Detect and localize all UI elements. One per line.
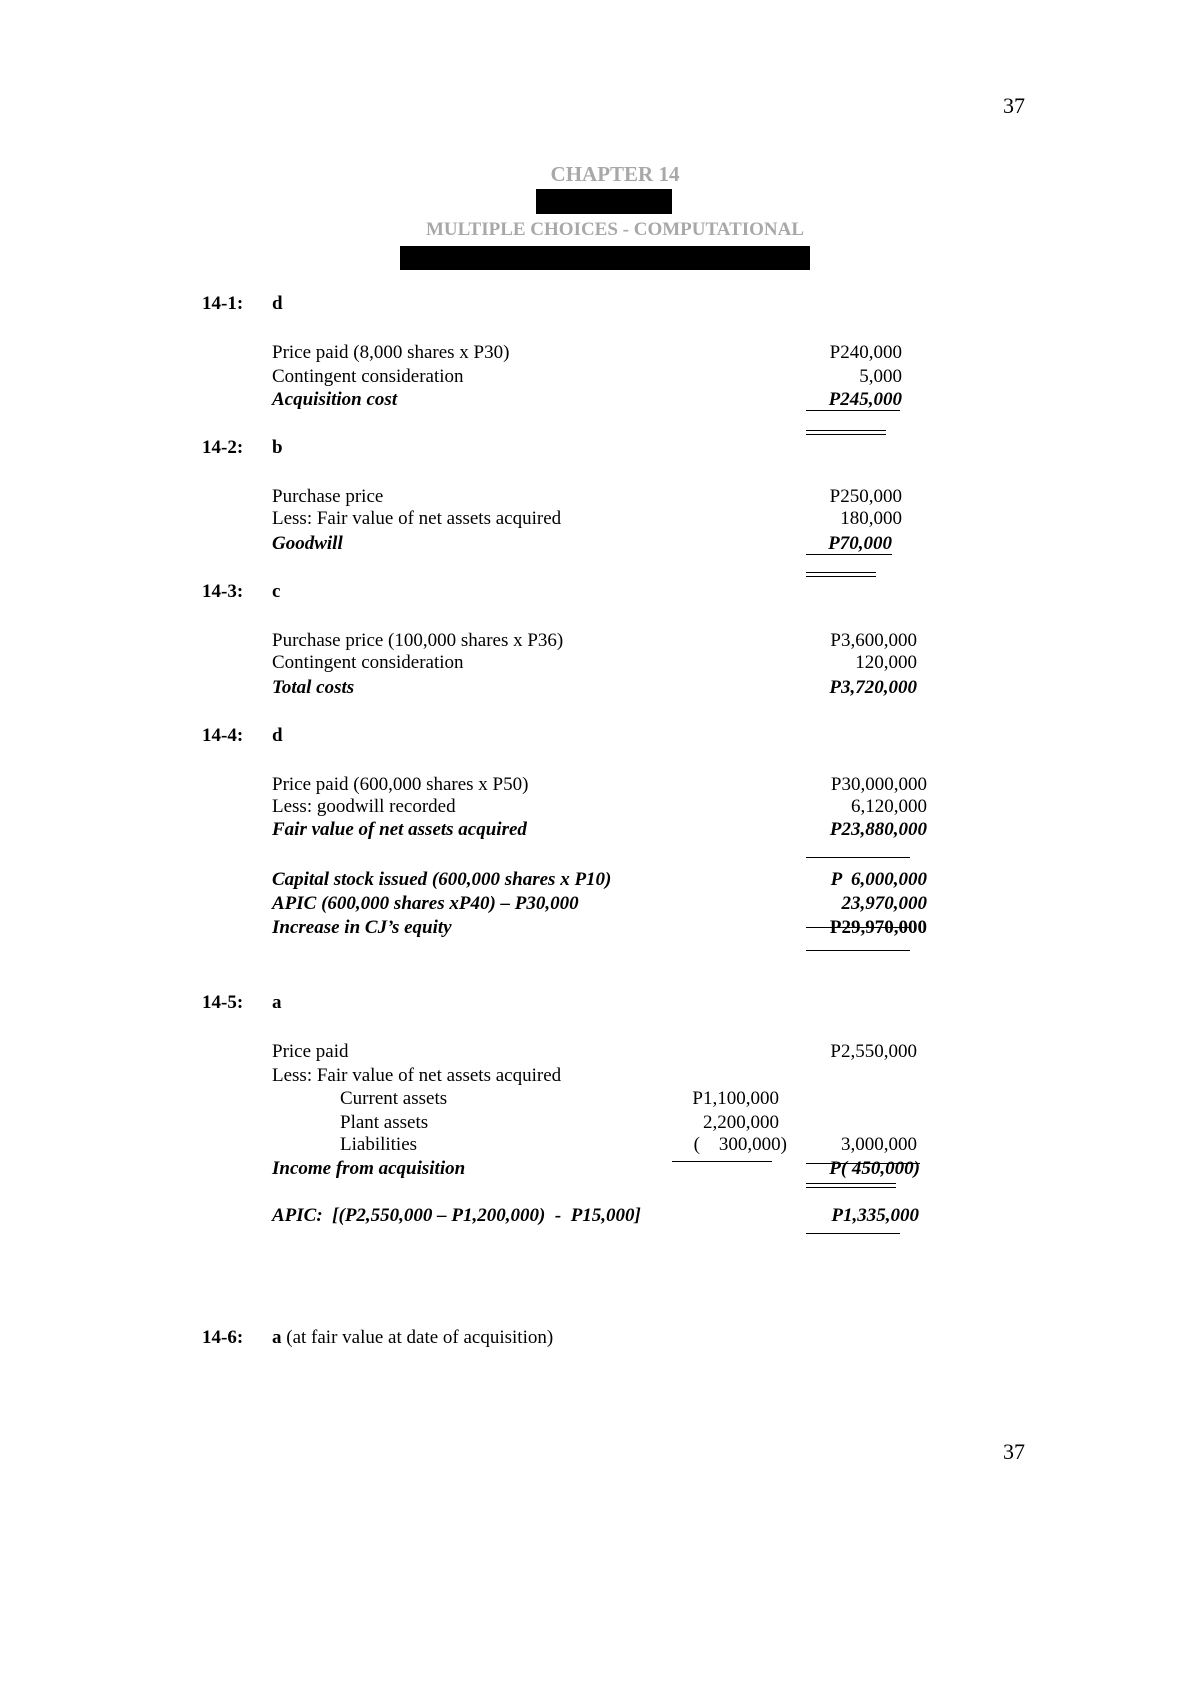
redaction-bar — [536, 189, 672, 214]
answer-letter: d — [272, 725, 283, 746]
row-amount: P30,000,000 — [830, 774, 927, 795]
row-desc: Price paid — [272, 1041, 349, 1062]
row-desc: Price paid (8,000 shares x P30) — [272, 342, 510, 363]
row-amount-total: P245,000 — [828, 389, 902, 410]
row-amount: 120,000 — [855, 652, 917, 673]
row-desc: Plant assets — [340, 1112, 429, 1133]
row-amount-total: P3,720,000 — [829, 677, 917, 698]
question-answer — [272, 581, 280, 603]
row-amount-total: P23,880,000 — [829, 819, 927, 840]
row-amount: P1,335,000 — [831, 1205, 919, 1226]
answer-letter: a — [272, 992, 282, 1013]
question-label: 14-6: — [202, 1327, 244, 1348]
row-desc: Less: goodwill recorded — [272, 796, 456, 817]
row-amount-total: P29,970,000 — [829, 917, 927, 938]
question-answer — [272, 992, 282, 1014]
answer-letter: a — [272, 1327, 282, 1348]
answer-note: (at fair value at date of acquisition) — [286, 1327, 554, 1348]
row-amount-total: P70,000 — [828, 533, 892, 554]
underline — [806, 554, 892, 555]
page-number-bottom: 37 — [1003, 1439, 1025, 1464]
row-amount: 5,000 — [859, 366, 902, 387]
row-amount-total: P( 450,000) — [829, 1158, 920, 1179]
chapter-title: CHAPTER 14 — [550, 162, 680, 186]
row-desc: Purchase price — [272, 486, 384, 507]
row-amount: 3,000,000 — [841, 1134, 917, 1155]
row-desc: Liabilities — [340, 1134, 418, 1155]
row-desc-total: Acquisition cost — [272, 389, 398, 410]
row-desc: Contingent consideration — [272, 652, 464, 673]
answer-letter: b — [272, 437, 283, 458]
row-amount: P 6,000,000 — [830, 869, 927, 890]
row-amount: P240,000 — [829, 342, 902, 363]
row-amount: P2,550,000 — [830, 1041, 917, 1062]
row-desc: Price paid (600,000 shares x P50) — [272, 774, 529, 795]
row-amount: 180,000 — [840, 508, 902, 529]
double-underline — [806, 430, 886, 435]
row-amount: ( 300,000) — [693, 1134, 787, 1155]
row-desc: Contingent consideration — [272, 366, 464, 387]
row-amount: P250,000 — [829, 486, 902, 507]
underline — [806, 927, 910, 928]
question-label: 14-4: — [202, 725, 244, 746]
double-underline — [806, 572, 876, 577]
question-answer — [272, 293, 283, 315]
underline — [672, 1161, 772, 1162]
row-desc: Purchase price (100,000 shares x P36) — [272, 630, 564, 651]
underline — [806, 1233, 900, 1234]
row-desc: Current assets — [340, 1088, 448, 1109]
double-underline — [806, 1183, 896, 1188]
row-amount: 2,200,000 — [703, 1112, 779, 1133]
page-number-top: 37 — [1003, 93, 1025, 118]
underline — [806, 1163, 920, 1164]
row-desc-total: Increase in CJ’s equity — [272, 917, 452, 938]
row-amount: P1,100,000 — [692, 1088, 779, 1109]
row-desc: APIC (600,000 shares xP40) – P30,000 — [272, 893, 579, 914]
row-amount: 6,120,000 — [851, 796, 927, 817]
underline — [806, 410, 900, 411]
row-desc-total: Income from acquisition — [272, 1158, 466, 1179]
row-desc: Less: Fair value of net assets acquired — [272, 1065, 562, 1086]
redaction-bar — [400, 246, 810, 270]
row-desc-total: Fair value of net assets acquired — [272, 819, 527, 840]
question-label: 14-1: — [202, 293, 244, 314]
question-answer — [272, 1327, 553, 1349]
question-label: 14-5: — [202, 992, 244, 1013]
section-subtitle: MULTIPLE CHOICES - COMPUTATIONAL — [425, 219, 805, 240]
row-amount: P3,600,000 — [830, 630, 917, 651]
row-desc: Less: Fair value of net assets acquired — [272, 508, 562, 529]
row-desc: Capital stock issued (600,000 shares x P10) — [272, 869, 612, 890]
row-amount: 23,970,000 — [841, 893, 927, 914]
answer-letter: c — [272, 581, 281, 602]
row-desc-total: Total costs — [272, 677, 355, 698]
question-answer — [272, 725, 283, 747]
question-label: 14-2: — [202, 437, 244, 458]
underline — [806, 950, 910, 951]
answer-letter: d — [272, 293, 283, 314]
row-desc: APIC: [(P2,550,000 – P1,200,000) - P15,000] — [272, 1205, 641, 1226]
underline — [806, 857, 910, 858]
question-answer — [272, 437, 283, 459]
row-desc-total: Goodwill — [272, 533, 343, 554]
question-label: 14-3: — [202, 581, 244, 602]
